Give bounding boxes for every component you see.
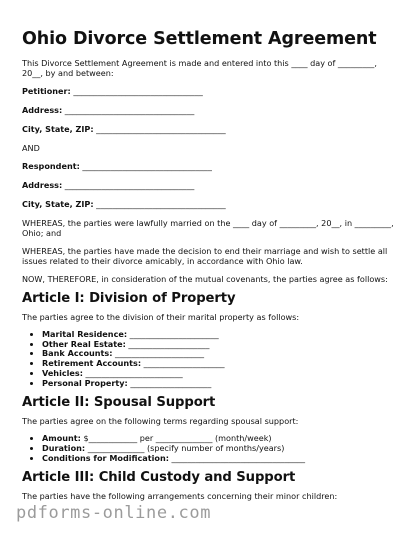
article2-intro: The parties agree on the following terms regarding spousal support: xyxy=(22,416,299,427)
article1-list xyxy=(22,330,394,388)
list-item: • Vehicles: ________________________ xyxy=(42,369,394,379)
list-item: • Duration: ______________ (specify number of months/years) xyxy=(42,444,394,454)
petitioner-address-field: Address: ________________________________ xyxy=(22,105,195,115)
list-item: • Retirement Accounts: ____________________ xyxy=(42,359,394,369)
list-item: • Conditions for Modification: _________________________________ xyxy=(42,454,394,464)
now-therefore-paragraph: NOW, THEREFORE, in consideration of the mutual covenants, the parties agree as follows: xyxy=(22,274,388,284)
respondent-name-field: Respondent: ________________________________ xyxy=(22,161,212,171)
and-text: AND xyxy=(22,143,40,153)
petitioner-city-field: City, State, ZIP: ________________________________ xyxy=(22,124,226,134)
list-item: • Other Real Estate: ____________________ xyxy=(42,340,394,350)
whereas-marriage-paragraph: WHEREAS, the parties were lawfully married on the ____ day of _________, 20__, in _________, Ohio; and xyxy=(22,218,394,238)
respondent-city-field: City, State, ZIP: ________________________________ xyxy=(22,199,226,209)
respondent-address-field: Address: ________________________________ xyxy=(22,180,195,190)
list-item: • Amount: $____________ per ______________ (month/week) xyxy=(42,434,394,444)
list-item: • Marital Residence: ______________________ xyxy=(42,330,394,340)
article2-heading: Article II: Spousal Support xyxy=(22,395,216,411)
list-item: • Bank Accounts: ______________________ xyxy=(42,349,394,359)
document-title: Ohio Divorce Settlement Agreement xyxy=(22,29,377,49)
article3-intro: The parties have the following arrangements concerning their minor children: xyxy=(22,491,338,502)
intro-paragraph: This Divorce Settlement Agreement is made and entered into this ____ day of _________, 20__, by and between: xyxy=(22,58,377,78)
watermark: pdforms-online.com xyxy=(16,503,212,523)
article1-intro: The parties agree to the division of their marital property as follows: xyxy=(22,312,300,322)
article2-list xyxy=(22,434,394,463)
whereas-decision-paragraph: WHEREAS, the parties have made the decision to end their marriage and wish to settle all issues related to their divorce amicably, in accordance with Ohio law. xyxy=(22,246,388,266)
document-body xyxy=(22,58,394,509)
article3-heading: Article III: Child Custody and Support xyxy=(22,470,296,486)
article1-heading: Article I: Division of Property xyxy=(22,291,236,306)
petitioner-name-field: Petitioner: ________________________________ xyxy=(22,86,203,96)
list-item: • Personal Property: ____________________ xyxy=(42,379,394,389)
